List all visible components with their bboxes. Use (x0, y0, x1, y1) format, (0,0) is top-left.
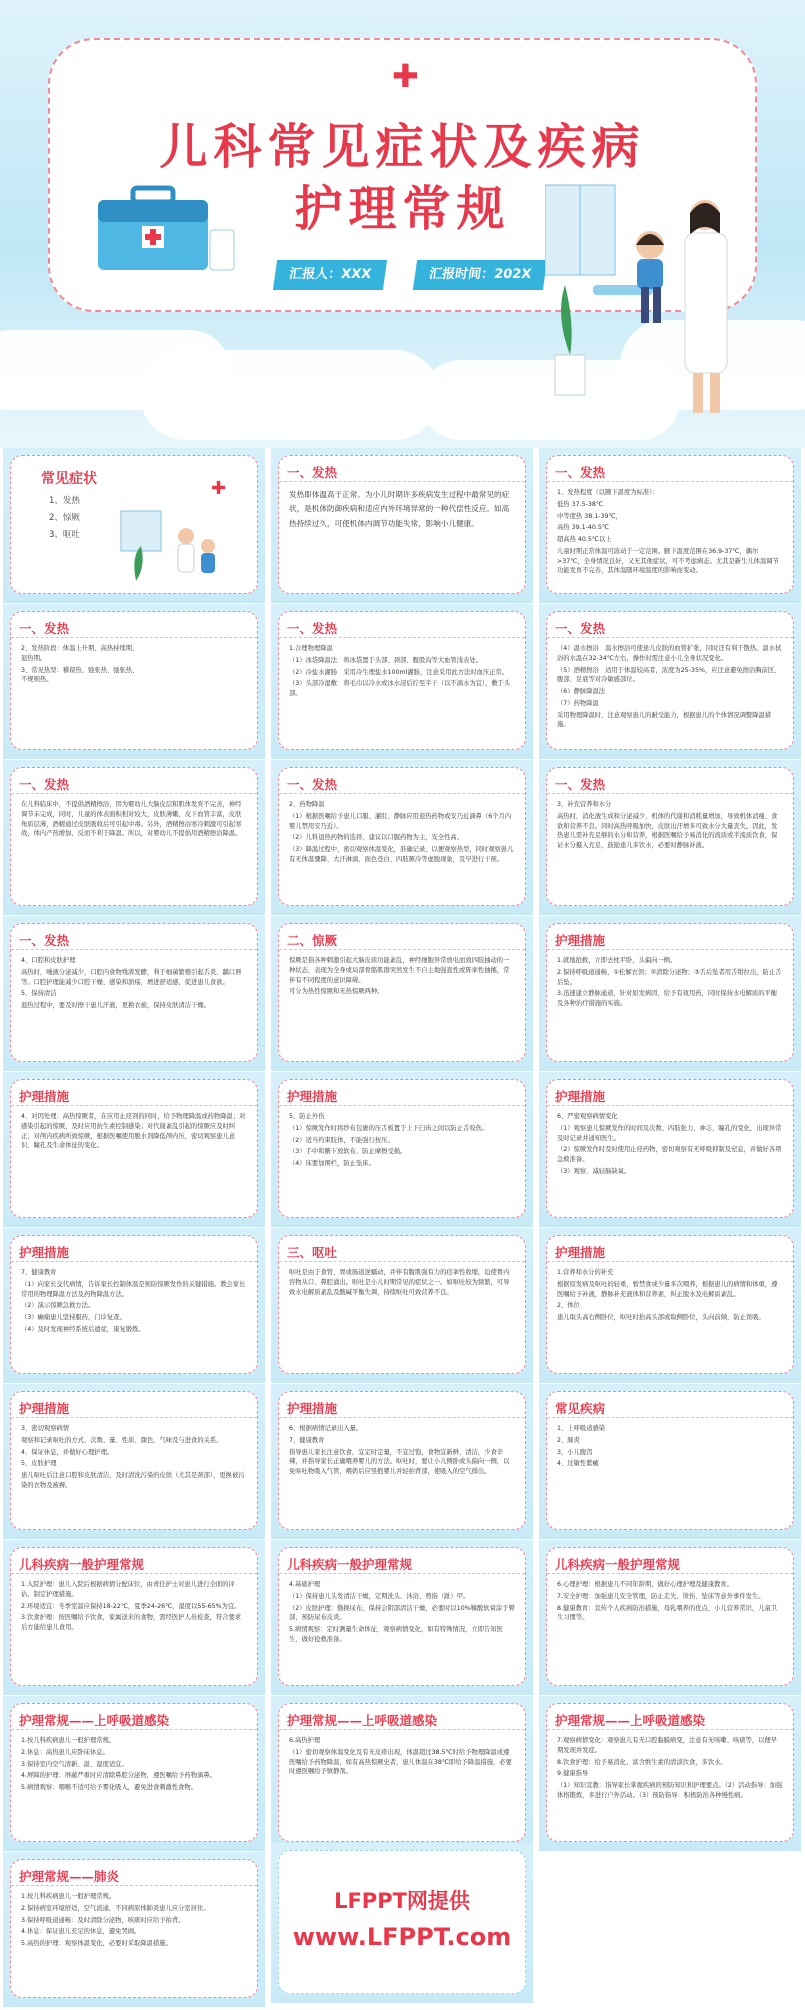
slide-paragraph: 3、补充营养和水分 (557, 801, 612, 808)
slide-heading: 护理措施 (555, 1089, 606, 1104)
slide-paragraph: 儿童时期正常体温可波动于一定范围。腋下温度范围在36.9-37℃，偶尔>37℃，全身情况良好，又无其他症状，可不考虑病态。尤其是新生儿体温调节功能发育不完善，其体温随环境温度的影响而变动。 (557, 547, 779, 575)
slide-card (278, 1235, 526, 1374)
slide-paragraph: 5.病情观察：定时测量生命体征，观察病情变化，如有特殊情况，立即告知医生，做好抢救准备。 (289, 1626, 503, 1643)
slide-thumbnail (3, 1540, 265, 1695)
slide-card (278, 611, 526, 750)
slide-paragraph: 1.合理物理降温 (289, 645, 333, 652)
slide-thumbnail (3, 1852, 265, 2007)
slide-thumbnail (3, 1228, 265, 1383)
slide-card (546, 455, 794, 594)
slide-paragraph: （5）酒精擦浴 适用于体温较高者，浓度为25-35%，应注意避免擦浴胸前区、腹部、足底等对冷敏感部位。 (557, 666, 781, 684)
slide-heading: 护理常规——肺炎 (19, 1869, 120, 1884)
slide-body (21, 1892, 247, 1991)
slide-paragraph: 在儿科临床中，不提倡酒精擦浴，因为婴幼儿大脑皮层和肌体发育不完善，神经调节未完成，同时，儿童的体表面积相对较大，皮肤薄嫩，皮下血管丰富，皮肤角质层薄，酒精通过皮肤吸收后可引起中毒。另外，酒精擦浴寒冷刺激可引起寒战，体内产热增加，反而不利于降温。所以，对婴幼儿不提倡用酒精擦浴降温。 (21, 801, 242, 838)
slide-thumbnail (539, 1228, 801, 1383)
report-time-label: 汇报时间：202X (413, 260, 547, 290)
slide-paragraph: （7）药物降温 (557, 699, 599, 707)
heading-divider (279, 1417, 525, 1419)
slide-paragraph: 7.安全护理：加强患儿安全管理，防止走失、烫伤、坠床等意外事件发生。 (557, 1592, 765, 1600)
medicine-box-icon (98, 170, 238, 290)
slide-paragraph: （6）静脉降温法 (557, 688, 606, 695)
toc-item: 2、惊厥 (49, 513, 80, 523)
slide-paragraph: 3、常见热型：稽留热、弛张热、弛张热、不规则热。 (21, 666, 139, 684)
slide-body (557, 1268, 783, 1367)
slide-body (21, 1424, 247, 1523)
heading-divider (279, 949, 525, 951)
slide-body (557, 1736, 783, 1835)
heading-divider (547, 481, 793, 483)
slide-paragraph: 超高热 40.5℃以上 (557, 536, 612, 543)
slide-thumbnail (271, 1540, 533, 1695)
cover-title-line1: 儿科常见症状及疾病 (159, 119, 646, 175)
slide-body (557, 1580, 783, 1679)
slide-card (10, 1859, 258, 1998)
slide-heading: 一、发热 (287, 465, 338, 480)
slide-card (278, 1850, 526, 1994)
slide-paragraph: （2）适当约束肢体，不能强行按压。 (289, 1136, 394, 1144)
slide-paragraph: 4、口腔和皮肤护理 (21, 957, 76, 964)
heading-divider (11, 793, 257, 795)
slide-paragraph: （3）癫痫患儿坚持服药，门诊复查。 (21, 1314, 126, 1321)
heading-divider (547, 1573, 793, 1575)
slide-thumbnail (539, 1384, 801, 1539)
slide-card (546, 1703, 794, 1842)
slide-card (278, 455, 526, 594)
slide-thumbnail (539, 604, 801, 759)
slide-thumbnail (271, 916, 533, 1071)
slide-paragraph: （3）降温过程中，密切观察体温变化，准确记录，以便观察热型，同时观察患儿有无体温骤降、大汗淋漓、面色苍白、四肢厥冷等虚脱现象，及早进行干预。 (289, 846, 514, 863)
slide-thumbnail (3, 916, 265, 1071)
heading-divider (11, 1105, 257, 1107)
slide-card (10, 1235, 258, 1374)
slide-body (557, 1424, 783, 1523)
slide-card (10, 1391, 258, 1530)
slide-body (21, 1268, 247, 1367)
heading-divider (279, 481, 525, 483)
slide-paragraph: 8.健康教育：宣传个人疾病防治措施，母乳喂养的优点，小儿营养常识，儿童卫生习惯等。 (557, 1604, 778, 1622)
slide-thumbnail (271, 1384, 533, 1539)
slide-card (278, 1079, 526, 1218)
slide-thumbnail (271, 1072, 533, 1227)
slide-body (557, 488, 783, 587)
slide-thumbnail (539, 1540, 801, 1695)
slide-paragraph: 5、防止外伤 (289, 1113, 325, 1120)
slide-card (10, 923, 258, 1062)
slide-paragraph: 3.饮食护理：按医嘱给予饮食，家属送来的食物，需经医护人员检查，符合要求后方能给患儿食用。 (21, 1614, 242, 1631)
slide-paragraph: 惊厥是指各种刺激引起大脑皮质功能紊乱，神经细胞异常放电而致四肢抽动的一种状态，表现为全身或局部骨骼肌群突然发生不自主地强直性或阵挛性抽搐，常伴有不同程度的意识障碍。 (289, 957, 510, 984)
slide-heading: 护理常规——上呼吸道感染 (19, 1713, 170, 1728)
slide-paragraph: 5.高热的护理：观察体温变化，必要时采取降温措施。 (21, 1940, 172, 1947)
slide-paragraph: 3.保持呼吸道通畅：及时清除分泌物，咳痰时应给予拍背。 (21, 1916, 185, 1924)
slide-paragraph: 退热过程中，要及时擦干患儿汗液，更换衣被，保持皮肤清洁干燥。 (21, 1002, 210, 1009)
heading-divider (11, 949, 257, 951)
slide-heading: 护理措施 (19, 1401, 70, 1416)
slide-paragraph: 6、根据病情记录出入量。 (289, 1425, 363, 1432)
slide-paragraph: 6.心理护理：根据患儿不同年龄期，做好心理护理及健康教育。 (557, 1581, 734, 1588)
heading-divider (11, 637, 257, 639)
slide-paragraph: 中等度热 38.1-39℃， (557, 512, 622, 520)
slide-heading: 一、发热 (19, 621, 70, 636)
slide-paragraph: 高热时，消化液生成和分泌减少，机体的代谢和消耗量增加，导致机体消瘦、食欲和营养不良。同时高热呼吸加快，皮肤出汗增多可致水分大量丧失。因此，发热患儿需补充足够的水分和营养，根据医嘱给予易消化的流质或半流质饮食，保证水分摄入充足，鼓励患儿多饮水，必要时静脉补液。 (557, 812, 778, 849)
slide-paragraph: 发热即体温高于正常。为小儿时期许多疾病发生过程中最常见的症状，是机体防御疾病和适应内外环境异常的一种代偿性反应。如高热持续过久，可使机体内调节功能失常，影响小儿健康。 (289, 490, 510, 528)
slide-heading: 二、惊厥 (287, 933, 338, 948)
slide-card (10, 455, 258, 594)
slide-paragraph: （1）冰袋降温法 将冰袋置于头部、颈部、腹股沟等大血管浅表处。 (289, 656, 482, 664)
slide-heading: 护理措施 (287, 1089, 338, 1104)
slide-card (10, 1547, 258, 1686)
slide-body (21, 1736, 247, 1835)
slide-card (278, 1391, 526, 1530)
slide-thumbnail (539, 760, 801, 915)
slide-heading: 护理措施 (555, 933, 606, 948)
slide-card (546, 767, 794, 906)
heading-divider (547, 1261, 793, 1263)
slide-heading: 三、呕吐 (287, 1245, 338, 1260)
slide-thumbnail (271, 1228, 533, 1383)
slide-body (21, 800, 247, 899)
slide-card (278, 767, 526, 906)
slide-paragraph: （2）儿科退热药物的选择，建议以口服药物为主，安全性高。 (289, 834, 464, 842)
slide-paragraph: （3）手中和腋下放软布，防止摩擦受损。 (289, 1148, 407, 1156)
slide-heading: 护理常规——上呼吸道感染 (287, 1713, 438, 1728)
slide-thumbnail (539, 448, 801, 603)
clinic-illustration (116, 506, 226, 586)
slide-body (289, 488, 515, 587)
slide-heading: 儿科疾病一般护理常规 (19, 1557, 145, 1572)
reporter-label: 汇报人：XXX (273, 260, 387, 290)
slide-paragraph: 8.饮食护理：给予易消化、富含维生素的清淡饮食，多饮水。 (557, 1758, 727, 1766)
slide-paragraph: 可分为热性惊厥和无热惊厥两种。 (289, 988, 384, 996)
heading-divider (279, 1105, 525, 1107)
red-cross-icon: ✚ (392, 57, 419, 95)
slide-body (289, 800, 515, 899)
slide-paragraph: 1.入院护理：患儿入院后根据病情分配床位，由责任护士对患儿进行全面的评估，制定护理措施。 (21, 1581, 235, 1598)
cover-slide (0, 0, 805, 448)
slide-heading: 护理措施 (287, 1401, 338, 1416)
slide-thumbnail (3, 1696, 265, 1851)
slide-thumbnail (3, 760, 265, 915)
slide-paragraph: （2）冷盐水灌肠 采用冷生理盐水100ml灌肠，注意采用此方法时血压正常。 (289, 668, 509, 676)
cloud-decoration (140, 350, 440, 440)
slide-card (546, 923, 794, 1062)
slide-card (546, 1391, 794, 1530)
slide-body (557, 956, 783, 1055)
slide-paragraph: （1）向家长交代病情，告诉家长控制体温是预防惊厥发作的关键措施。教会家长常用的物理降温方法及药物降温方法。 (21, 1280, 246, 1298)
slide-heading: 儿科疾病一般护理常规 (555, 1557, 681, 1572)
slide-card (10, 1079, 258, 1218)
slide-paragraph: （1）观察患儿惊厥发作的时间及次数、四肢张力、神志、瞳孔的变化，出现异常及时记录并通知医生。 (557, 1124, 782, 1142)
slide-heading: 一、发热 (287, 777, 338, 792)
slide-body (21, 1112, 247, 1211)
slide-paragraph: 1、发热程度（以腋下温度为标准）： (557, 489, 659, 496)
slide-card (278, 1547, 526, 1686)
slide-body (21, 1580, 247, 1679)
slide-heading: 一、发热 (555, 777, 606, 792)
slide-paragraph: 根据原发病及呕吐的轻重，暂禁食或少量多次喂养，根据患儿的病情和体重，遵医嘱给予补液，静脉补充液体和营养素，纠正脱水及电解质紊乱。 (557, 1280, 778, 1298)
heading-divider (11, 1261, 257, 1263)
slide-paragraph: 9.健康指导 (557, 1770, 589, 1778)
slide-paragraph: 低热 37.5-38℃ (557, 500, 603, 508)
slide-heading: 一、发热 (287, 621, 338, 636)
slide-thumbnail (271, 760, 533, 915)
slide-body (289, 1424, 515, 1523)
slide-paragraph: 1.营养和水分的补充 (557, 1269, 614, 1276)
red-cross-icon: ✚ (211, 478, 227, 499)
slide-body (557, 1112, 783, 1211)
slide-paragraph: （1）知识宣教：指导家长掌握疾病的预防知识和护理要点。（2）活动指导：加强体格锻炼，多进行户外活动。（3）预防指导：积极防治各种慢性病。 (557, 1782, 783, 1799)
slide-card (278, 1703, 526, 1842)
slide-paragraph: 7、健康教育 (289, 1436, 325, 1444)
slide-card (10, 611, 258, 750)
slide-thumbnail (271, 448, 533, 603)
heading-divider (547, 1105, 793, 1107)
end-title: LFPPT网提供 (334, 1889, 470, 1913)
toc-item: 3、呕吐 (49, 530, 80, 540)
slide-paragraph: 2.休息：高热患儿应卧床休息。 (21, 1748, 109, 1756)
slide-card (546, 611, 794, 750)
slide-paragraph: （2）惊厥发作时及时使用止痉药物，密切观察有无呼吸抑制及窒息，并做好各项急救准备。 (557, 1146, 782, 1163)
heading-divider (279, 793, 525, 795)
heading-divider (547, 637, 793, 639)
slide-paragraph: 3、小儿腹泻 (557, 1448, 593, 1456)
doctor-child-illustration (545, 175, 745, 425)
slide-thumbnail (271, 604, 533, 759)
toc-item: 1、发热 (49, 496, 80, 506)
slide-paragraph: 1.按儿科疾病患儿一般护理常规。 (21, 1893, 116, 1900)
slide-paragraph: 高热时，唾液分泌减少，口腔内食物残渣发酵，利于细菌繁殖引起舌炎、龋口唇等。口腔护理能减少口腔干燥、感染和溃疡，增进舒适感，促进患儿食欲。 (21, 968, 242, 986)
slide-paragraph: 4.基础护理 (289, 1581, 321, 1588)
slide-paragraph: 7、健康教育 (21, 1269, 57, 1276)
slide-card (278, 923, 526, 1062)
end-website: www.LFPPT.com (292, 1923, 512, 1951)
slide-paragraph: 2、药物降温 (289, 801, 325, 808)
slide-paragraph: 4、对因处理：高热惊厥者，在应用止痉剂的同时，给予物理降温或药物降温；对感染引起的惊厥，及时应用抗生素控制感染；对代谢紊乱引起的惊厥应及时纠正；对颅内疾病所致惊厥，根据医嘱使用脱水剂降低颅内压，密切观察患儿意识、瞳孔及生命体征的变化。 (21, 1113, 246, 1150)
slide-paragraph: 2.保持病室环境舒适，空气流通，不同病原体肺炎患儿应分室居住。 (21, 1904, 210, 1912)
slide-paragraph: （4）及时发现神经系统后遗症，康复锻炼。 (21, 1325, 145, 1333)
slide-paragraph: 5.病情观察：咽喉不适可给予雾化吸入，避免进食刺激性食物。 (21, 1784, 198, 1791)
slide-card (546, 1547, 794, 1686)
slide-paragraph: 3.迅速建立静脉通道，针对原发病因，给予有效用药，同时保持水电解质的平衡及各种治疗措施的实施。 (557, 990, 778, 1007)
slide-heading: 一、发热 (19, 777, 70, 792)
slide-paragraph: 6、严密观察病情变化 (557, 1113, 618, 1120)
slide-heading: 一、发热 (555, 465, 606, 480)
slide-paragraph: 3、密切观察病情 (21, 1425, 70, 1432)
slide-toc (3, 448, 265, 603)
slide-body (289, 1268, 515, 1367)
slide-paragraph: （1）密切观察体温变化及有无皮疹出现，体温超过38.5℃时给予物理降温或遵医嘱给予药物降温，如有高热惊厥史者，患儿体温在38℃即给予降温措施，必要时遵医嘱给予镇静剂。 (289, 1748, 512, 1776)
heading-divider (11, 1573, 257, 1575)
slide-paragraph: 采用物理降温时，注意观察患儿的耐受能力，根据患儿的个体情况调整降温措施。 (557, 711, 772, 729)
slide-paragraph: 呕吐是由于食管、胃或肠道逆蠕动，并伴有腹肌强有力的痉挛性收缩，迫使胃内容物从口、鼻腔涌出。呕吐是小儿时期常见的症状之一。如呕吐较为频繁，可导致水电解质紊乱及酸碱平衡失调，持续呕吐可致营养不良。 (289, 1269, 510, 1296)
heading-divider (11, 1417, 257, 1419)
slide-paragraph: 1、上呼吸道感染 (557, 1425, 606, 1432)
slide-paragraph: 高热 39.1-40.5℃ (557, 524, 609, 532)
slide-heading: 护理措施 (19, 1245, 70, 1260)
slide-heading: 护理措施 (555, 1245, 606, 1260)
slide-paragraph: （4）温水擦浴 温水擦浴可使患儿皮肤的血管扩张，同时还有利于散热。温水拭浴的水温在32-34℃左右，操作时需注意小儿全身状况变化。 (557, 645, 782, 662)
slide-card (10, 767, 258, 906)
slide-paragraph: 2.环境适宜：冬季室温应保持18-22℃，夏季24-26℃，湿度以55-65%为宜。 (21, 1602, 241, 1610)
slide-paragraph: 6.高热护理 (289, 1737, 321, 1744)
slide-thumbnail (3, 1384, 265, 1539)
slide-card (546, 1235, 794, 1374)
slide-body (21, 956, 247, 1055)
slide-body (289, 956, 515, 1055)
slide-body (557, 800, 783, 899)
slide-paragraph: 指导患儿家长注意饮食，宜定时定量，不宜过饱，食物宜新鲜、清洁，少食辛辣，并指导家长正确喂养婴儿的方法。呕吐时，要让小儿侧卧或头偏向一侧，以免呕吐物吸入气管，喂奶后应竖抱婴儿并轻拍背部，使吸入的空气排出。 (289, 1448, 510, 1475)
slide-paragraph: （3）观察、减轻脑缺氧。 (557, 1167, 631, 1175)
slide-thumbnail (539, 1072, 801, 1227)
heading-divider (547, 1417, 793, 1419)
slide-card (10, 1703, 258, 1842)
slide-paragraph: （1）保持患儿头发清洁干燥，定期洗头、沐浴、剪指（趾）甲。 (289, 1592, 470, 1600)
slide-heading: 护理常规——上呼吸道感染 (555, 1713, 706, 1728)
slide-paragraph: 3.保持室内空气清新、温、湿度适宜。 (21, 1760, 128, 1768)
slide-paragraph: 1.按儿科疾病患儿一般护理常规。 (21, 1737, 116, 1744)
heading-divider (547, 949, 793, 951)
slide-paragraph: 4.屏障的护理：屏蔽严重时应清除鼻腔分泌物，遵医嘱给予药物滴鼻。 (21, 1772, 216, 1780)
slide-thumbnail (271, 1696, 533, 1851)
slide-heading: 一、发热 (555, 621, 606, 636)
slide-thumbnail (3, 604, 265, 759)
slide-paragraph: 2、体位 (557, 1302, 580, 1310)
heading-divider (279, 1573, 525, 1575)
slide-paragraph: 5、保持清洁 (21, 990, 57, 998)
slide-paragraph: 4、过敏性紫癜 (557, 1460, 599, 1468)
slide-paragraph: 5、皮肤护理 (21, 1460, 57, 1468)
slide-paragraph: 观察和记录呕吐的方式、次数、量、性质、颜色、气味及与进食的关系。 (21, 1436, 223, 1444)
slide-heading: 常见疾病 (555, 1401, 606, 1416)
slide-paragraph: 2、发热阶段：体温上升期、高热持续期、退热期。 (21, 645, 139, 662)
slide-paragraph: 1.就地抢救，立即去枕平卧，头偏向一侧。 (557, 957, 677, 964)
heading-divider (11, 1729, 257, 1731)
slide-paragraph: 2.保持呼吸道通畅，①松解衣领；②清除分泌物；③舌后坠者用舌钳拉出，防止舌后坠。 (557, 968, 782, 986)
slide-paragraph: 4、保证休息，并做好心理护理。 (21, 1448, 114, 1456)
slide-paragraph: （4）床要加围栏，防止坠床。 (289, 1160, 375, 1167)
cover-title-line2: 护理常规 (294, 181, 511, 237)
slide-thumbnail (539, 1696, 801, 1851)
slide-paragraph: 2、肺炎 (557, 1436, 580, 1444)
slide-body (289, 1736, 515, 1835)
slide-card (546, 1079, 794, 1218)
slide-body (557, 644, 783, 743)
slide-paragraph: 患儿取头高右侧卧位，呕吐时抬高头部或取侧卧位，头向前倾，防止误吸。 (557, 1314, 765, 1321)
slide-end (271, 1843, 533, 2003)
heading-divider (547, 793, 793, 795)
slide-body (289, 644, 515, 743)
heading-divider (547, 1729, 793, 1731)
slide-paragraph: （1）根据医嘱给予患儿口服、灌肛、静脉应用退热药物或安乃近滴鼻（6个月内婴儿禁用安乃近）。 (289, 812, 512, 830)
slide-body (289, 1112, 515, 1211)
heading-divider (279, 1729, 525, 1731)
slide-paragraph: （1）惊厥发作时将纱布包裹的压舌板置于上下臼齿之间以防止舌咬伤。 (289, 1124, 489, 1132)
heading-divider (11, 1885, 257, 1887)
slide-paragraph: 患儿呕吐后注意口腔和皮肤清洁，及时清洗污染的皮肤（尤其是颈部），更换被污染的衣物及被褥。 (21, 1472, 245, 1489)
slide-body (289, 1580, 515, 1679)
slide-thumbnail (3, 1072, 265, 1227)
heading-divider (279, 1261, 525, 1263)
slide-heading: 儿科疾病一般护理常规 (287, 1557, 413, 1572)
slide-paragraph: 4.休息：保证患儿充足的休息，避免哭闹。 (21, 1928, 141, 1936)
toc-title: 常见症状 (41, 471, 97, 487)
slide-paragraph: （3）头部冷湿敷 将毛巾以冷水或冰水浸后拧至半干（以不滴水为宜），敷于头部。 (289, 680, 511, 697)
slide-body (21, 644, 139, 743)
slide-paragraph: （2）演示惊厥急救方法。 (21, 1302, 95, 1310)
slide-thumbnail (539, 916, 801, 1071)
heading-divider (279, 637, 525, 639)
slide-heading: 一、发热 (19, 933, 70, 948)
slide-paragraph: （2）皮肤护理：勤换尿布，保持会阴部清洁干燥，必要时以10%鞣酸软膏涂于臀部，预防尿布皮炎。 (289, 1604, 515, 1622)
slide-paragraph: 7.观察病情变化：观察患儿有无口腔黏膜病变，注意有无咳嗽、咳痰等，以便早期发现并发症。 (557, 1737, 778, 1754)
slide-heading: 护理措施 (19, 1089, 70, 1104)
